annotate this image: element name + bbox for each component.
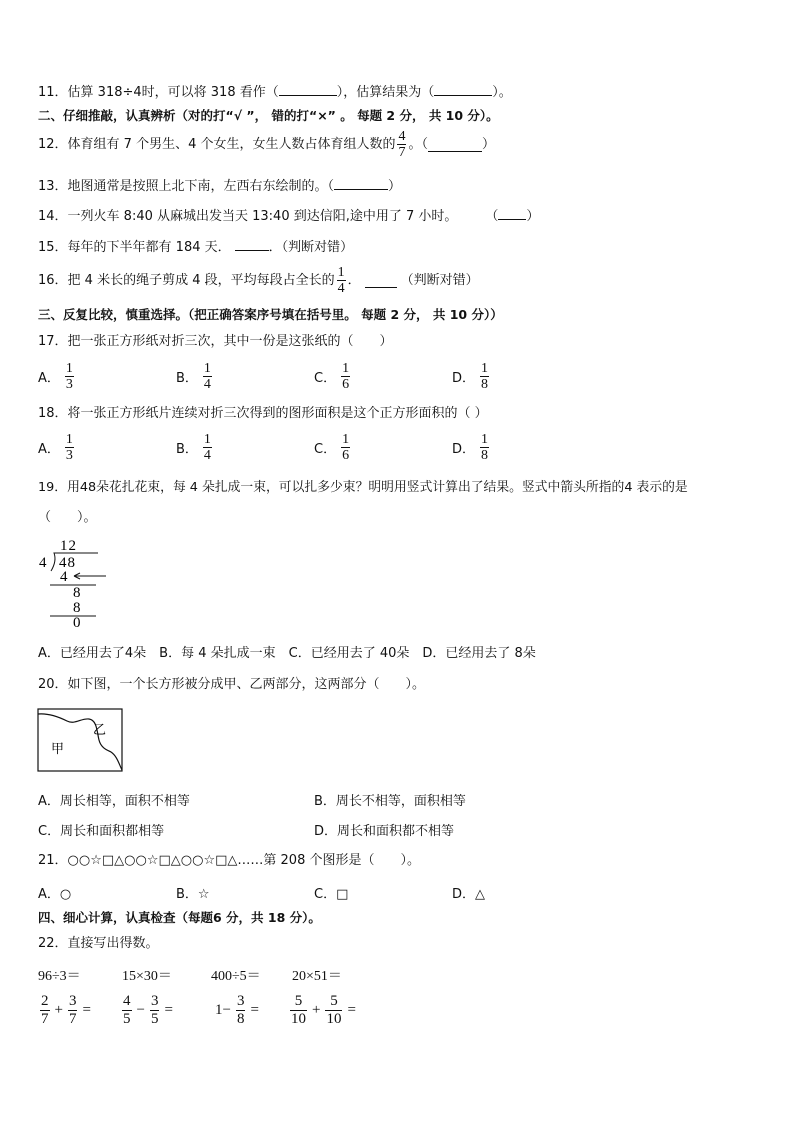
q12-text-a: 12．体育组有 7 个男生、4 个女生，女生人数占体育组人数的	[38, 136, 396, 152]
q17-option-b-fraction: $\frac{1}{4}$	[203, 361, 211, 392]
calc-5: $\frac{2}{7}$ + $\frac{3}{7}$ =	[41, 993, 91, 1027]
calc-8-frac-2: $\frac{5}{10}$	[326, 993, 342, 1027]
calc-2: 15×30＝	[122, 969, 172, 984]
q19-options: A．已经用去了4朵 B．每 4 朵扎成一束 C．已经用去了 40朵 D．已经用去了 8朵	[38, 646, 536, 661]
question-16	[38, 265, 479, 296]
calc-5-frac-1: $\frac{2}{7}$	[41, 993, 49, 1027]
label-yi: 乙	[93, 723, 107, 738]
division-divisor: 4	[39, 555, 47, 571]
q18-option-b-fraction: $\frac{1}{4}$	[203, 432, 211, 463]
question-12	[38, 129, 495, 160]
question-15	[38, 237, 353, 257]
q20-option-c[interactable]: C．周长和面积都相等	[38, 824, 165, 839]
q15-answer-blank[interactable]	[235, 237, 269, 251]
section-4-heading: 四、细心计算，认真检查（每题6 分，共 18 分）。	[38, 910, 321, 925]
question-18: 18．将一张正方形纸片连续对折三次得到的图形面积是这个正方形面积的（ ）	[38, 406, 488, 421]
q18-option-d-fraction: $\frac{1}{8}$	[481, 432, 489, 463]
question-19-line-2: （ ）。	[38, 510, 97, 525]
q12-fraction: $\frac{4}{7}$	[398, 129, 406, 160]
calc-6-frac-2: $\frac{3}{5}$	[150, 993, 159, 1027]
q17-option-d[interactable]: D． $\frac{1}{8}$	[452, 361, 489, 392]
q17-option-a-fraction: $\frac{1}{3}$	[65, 361, 73, 392]
question-11	[38, 82, 512, 102]
question-20: 20．如下图，一个长方形被分成甲、乙两部分，这两部分（ ）。	[38, 677, 426, 692]
q21-option-c[interactable]: C．□	[314, 887, 349, 902]
q17-option-c[interactable]: C． $\frac{1}{6}$	[314, 361, 350, 392]
q11-text-a: 11．估算 318÷4时，可以将 318 看作（	[38, 85, 279, 100]
section-2-heading: 二、仔细推敲，认真辨析（对的打“√ ”， 错的打“×” 。 每题 2 分， 共 10 分）。	[38, 108, 499, 123]
q20-option-a[interactable]: A．周长相等，面积不相等	[38, 794, 190, 809]
calc-8: $\frac{5}{10}$ + $\frac{5}{10}$ =	[291, 993, 356, 1027]
q20-option-d[interactable]: D．周长和面积都不相等	[314, 824, 455, 839]
division-step-1: 4	[60, 569, 68, 585]
q14-text-c: ）	[526, 209, 540, 224]
q16-fraction: $\frac{1}{4}$	[337, 265, 345, 296]
calc-7-frac-1: $\frac{3}{8}$	[236, 993, 245, 1027]
q12-text-c: ）	[482, 136, 496, 152]
question-17: 17．把一张正方形纸对折三次，其中一份是这张纸的（ ）	[38, 334, 393, 349]
division-step-2: 8	[73, 600, 81, 616]
division-remainder-1: 8	[73, 585, 81, 601]
q18-option-a-fraction: $\frac{1}{3}$	[65, 432, 73, 463]
question-13	[38, 176, 401, 196]
q11-text-b: ），估算结果为（	[336, 85, 435, 100]
calc-3: 400÷5＝	[211, 969, 261, 984]
section-3-heading: 三、反复比较，慎重选择。（把正确答案序号填在括号里。 每题 2 分， 共 10 分））	[38, 307, 503, 322]
q17-option-c-fraction: $\frac{1}{6}$	[342, 361, 350, 392]
calc-6: $\frac{4}{5}$ − $\frac{3}{5}$ =	[123, 993, 173, 1027]
q20-option-b[interactable]: B．周长不相等，面积相等	[314, 794, 466, 809]
q18-option-d[interactable]: D． $\frac{1}{8}$	[452, 432, 489, 463]
question-14	[38, 206, 539, 226]
division-remainder-2: 0	[73, 615, 81, 628]
q21-option-d[interactable]: D．△	[452, 887, 486, 902]
label-jia: 甲	[51, 742, 65, 757]
q13-text-b: ）	[388, 179, 402, 194]
q11-answer-blank-1[interactable]	[279, 82, 337, 96]
q18-option-c-fraction: $\frac{1}{6}$	[342, 432, 350, 463]
calc-4: 20×51＝	[292, 969, 342, 984]
q18-option-b[interactable]: B． $\frac{1}{4}$	[176, 432, 211, 463]
q21-option-a[interactable]: A．○	[38, 887, 72, 902]
q16-text-a: 16．把 4 米长的绳子剪成 4 段，平均每段占全长的	[38, 272, 335, 288]
q16-text-b: ．	[347, 272, 361, 288]
long-division-figure	[36, 536, 116, 628]
q18-option-c[interactable]: C． $\frac{1}{6}$	[314, 432, 350, 463]
calc-5-frac-2: $\frac{3}{7}$	[68, 993, 77, 1027]
q14-text-b: （	[485, 209, 499, 224]
q17-option-d-fraction: $\frac{1}{8}$	[481, 361, 489, 392]
question-21: 21．○○☆□△○○☆□△○○☆□△……第 208 个图形是（ ）。	[38, 853, 420, 868]
q15-text-b: ．（判断对错）	[268, 240, 354, 255]
q11-text-c: ）。	[492, 85, 512, 100]
q14-text-a: 14．一列火车 8:40 从麻城出发当天 13:40 到达信阳,途中用了 7 小时。	[38, 209, 458, 224]
question-22: 22．直接写出得数。	[38, 936, 159, 951]
q12-answer-blank[interactable]	[428, 138, 482, 152]
q12-text-b: 。（	[408, 136, 428, 152]
q14-answer-blank[interactable]	[498, 206, 526, 220]
calc-8-frac-1: $\frac{5}{10}$	[291, 993, 306, 1027]
q21-option-b[interactable]: B．☆	[176, 887, 210, 902]
division-dividend: 48	[59, 555, 76, 571]
q11-answer-blank-2[interactable]	[434, 82, 492, 96]
question-19-line-1: 19．用48朵花扎花束，每 4 朵扎成一束，可以扎多少束？明明用竖式计算出了结果。竖式中箭头所指的4 表示的是	[38, 480, 688, 495]
q16-answer-blank[interactable]	[365, 274, 397, 288]
calc-7: 1− $\frac{3}{8}$ =	[215, 993, 259, 1027]
q18-option-a[interactable]: A． $\frac{1}{3}$	[38, 432, 73, 463]
rectangle-outline	[38, 709, 122, 771]
calc-6-frac-1: $\frac{4}{5}$	[123, 993, 131, 1027]
rectangle-figure	[37, 708, 125, 774]
division-quotient: 12	[60, 538, 77, 554]
q17-option-a[interactable]: A． $\frac{1}{3}$	[38, 361, 73, 392]
calc-1: 96÷3＝	[38, 969, 81, 984]
q16-text-c: （判断对错）	[400, 272, 479, 288]
q15-text-a: 15．每年的下半年都有 184 天．	[38, 240, 231, 255]
q13-text-a: 13．地图通常是按照上北下南，左西右东绘制的。（	[38, 179, 335, 194]
q17-option-b[interactable]: B． $\frac{1}{4}$	[176, 361, 211, 392]
q13-answer-blank[interactable]	[334, 176, 388, 190]
